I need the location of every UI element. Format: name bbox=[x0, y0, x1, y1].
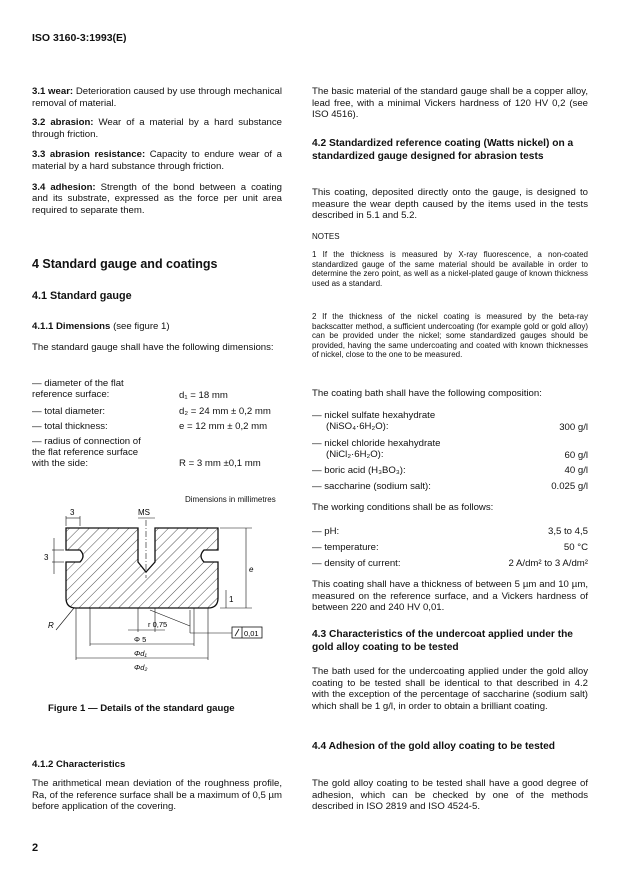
composition-row: — saccharine (sodium salt): 0.025 g/l bbox=[312, 481, 588, 492]
section-4-heading: 4 Standard gauge and coatings bbox=[32, 257, 218, 271]
definition-3-4: 3.4 adhesion: Strength of the bond between a coating and its substrate, expressed as the force per unit area required to separate them. bbox=[32, 181, 283, 216]
section-4-3-text: The bath used for the undercoating applied under the gold alloy coating to be tested shall be identical to that described in 4.2 with the exception of the percentage of saccharine (sodium salt) which shall be 1 g/l, in order to obtain a brilliant coating. bbox=[312, 666, 588, 712]
definitions bbox=[32, 86, 282, 216]
figure-1 bbox=[30, 508, 292, 680]
characteristics-text: The arithmetical mean deviation of the roughness profile, Ra, of the reference surface shall be a maximum of 0,5 µm before application of the covering. bbox=[32, 778, 282, 813]
notes-heading: NOTES bbox=[312, 232, 340, 241]
working-intro: The working conditions shall be as follows: bbox=[312, 502, 494, 513]
dim-row: — total thickness: e = 12 mm ± 0,2 mm bbox=[32, 421, 268, 432]
bath-intro: The coating bath shall have the following composition: bbox=[312, 388, 542, 399]
fig-label-tolerance: 0,01 bbox=[244, 629, 259, 638]
gauge-cross-section bbox=[66, 520, 218, 608]
fig-label-phi5: Φ 5 bbox=[134, 635, 147, 644]
fig-label-e: e bbox=[249, 565, 254, 574]
dimensions-intro: The standard gauge shall have the following dimensions: bbox=[32, 342, 274, 353]
section-4-3-heading: 4.3 Characteristics of the undercoat applied under the gold alloy coating to be tested bbox=[312, 629, 573, 653]
section-4-1-2-heading: 4.1.2 Characteristics bbox=[32, 759, 126, 770]
page-number: 2 bbox=[32, 842, 39, 854]
coating-thickness-text: This coating shall have a thickness of between 5 µm and 10 µm, measured on the reference surface, and a Vickers hardness of between 220 and 240 HV 0,01. bbox=[312, 579, 588, 614]
fig-label-phid1: Φd₁ bbox=[134, 649, 147, 658]
fig-label-one: 1 bbox=[229, 595, 234, 604]
note-2: 2 If the thickness of the nickel coating is measured by the beta-ray backscatter method, a sufficient undercoating (for example gold or gold alloy) can be provided under the nickel; some standardized gauges should be provided, having the same undercoating and coated with known thicknesses of nickel, close to the one to be measured. bbox=[312, 312, 588, 360]
dim-row: — diameter of the flat reference surface: d₁ = 18 mm bbox=[32, 378, 228, 401]
document-id: ISO 3160-3:1993(E) bbox=[32, 32, 127, 44]
section-4-1-1-heading: 4.1.1 Dimensions (see figure 1) bbox=[32, 321, 170, 332]
note-1: 1 If the thickness is measured by X-ray fluorescence, a non-coated standardized gauge of the same material should be available in order to determine the zero point, as well as a nickel-plated gauge of known thickness used as a standard. bbox=[312, 250, 588, 288]
figure-caption: Figure 1 — Details of the standard gauge bbox=[48, 703, 235, 714]
composition-row: — nickel sulfate hexahydrate (NiSO₄·6H₂O): 300 g/l bbox=[312, 410, 588, 433]
section-4-4-heading: 4.4 Adhesion of the gold alloy coating to be tested bbox=[312, 741, 556, 752]
basic-material-text: The basic material of the standard gauge shall be a copper alloy, lead free, with a minimal Vickers hardness of 120 HV 0,2 (see ISO 4516). bbox=[312, 86, 588, 121]
fig-label-phid2: Φd₂ bbox=[134, 663, 148, 672]
units-note: Dimensions in millimetres bbox=[185, 495, 276, 504]
definition-3-1: 3.1 wear: Deterioration caused by use through mechanical removal of material. bbox=[32, 86, 282, 109]
definition-3-2: 3.2 abrasion: Wear of a material by a hard substance through friction. bbox=[32, 117, 282, 140]
fig-label-ms: MS bbox=[138, 508, 150, 517]
section-4-2-heading: 4.2 Standardized reference coating (Watts nickel) on a standardized gauge designed for abrasion tests bbox=[312, 138, 574, 162]
fig-label-top3: 3 bbox=[70, 508, 75, 517]
section-4-2-text: This coating, deposited directly onto the gauge, is designed to measure the wear depth caused by the items used in the tests described in 5.1 and 5.2. bbox=[312, 187, 588, 222]
composition-row: — boric acid (H₃BO₃): 40 g/l bbox=[312, 465, 588, 476]
condition-row: — density of current: 2 A/dm² to 3 A/dm² bbox=[312, 558, 588, 569]
condition-row: — pH: 3,5 to 4,5 bbox=[312, 526, 588, 537]
fig-label-r075: r 0,75 bbox=[148, 620, 168, 629]
section-4-1-heading: 4.1 Standard gauge bbox=[32, 290, 132, 302]
fig-label-left3: 3 bbox=[44, 553, 49, 562]
composition-row: — nickel chloride hexahydrate (NiCl₂·6H₂O): 60 g/l bbox=[312, 438, 588, 461]
dim-row: — radius of connection of the flat reference surface with the side: R = 3 mm ±0,1 mm bbox=[32, 436, 261, 469]
section-4-4-text: The gold alloy coating to be tested shall have a good degree of adhesion, which can be checked by one of the methods described in ISO 2819 and ISO 4524-5. bbox=[312, 778, 588, 813]
dim-row: — total diameter: d₂ = 24 mm ± 0,2 mm bbox=[32, 406, 271, 417]
fig-label-R: R bbox=[48, 621, 54, 630]
condition-row: — temperature: 50 °C bbox=[312, 542, 588, 553]
definition-3-3: 3.3 abrasion resistance: Capacity to endure wear of a material by a hard substance through friction. bbox=[32, 149, 282, 172]
